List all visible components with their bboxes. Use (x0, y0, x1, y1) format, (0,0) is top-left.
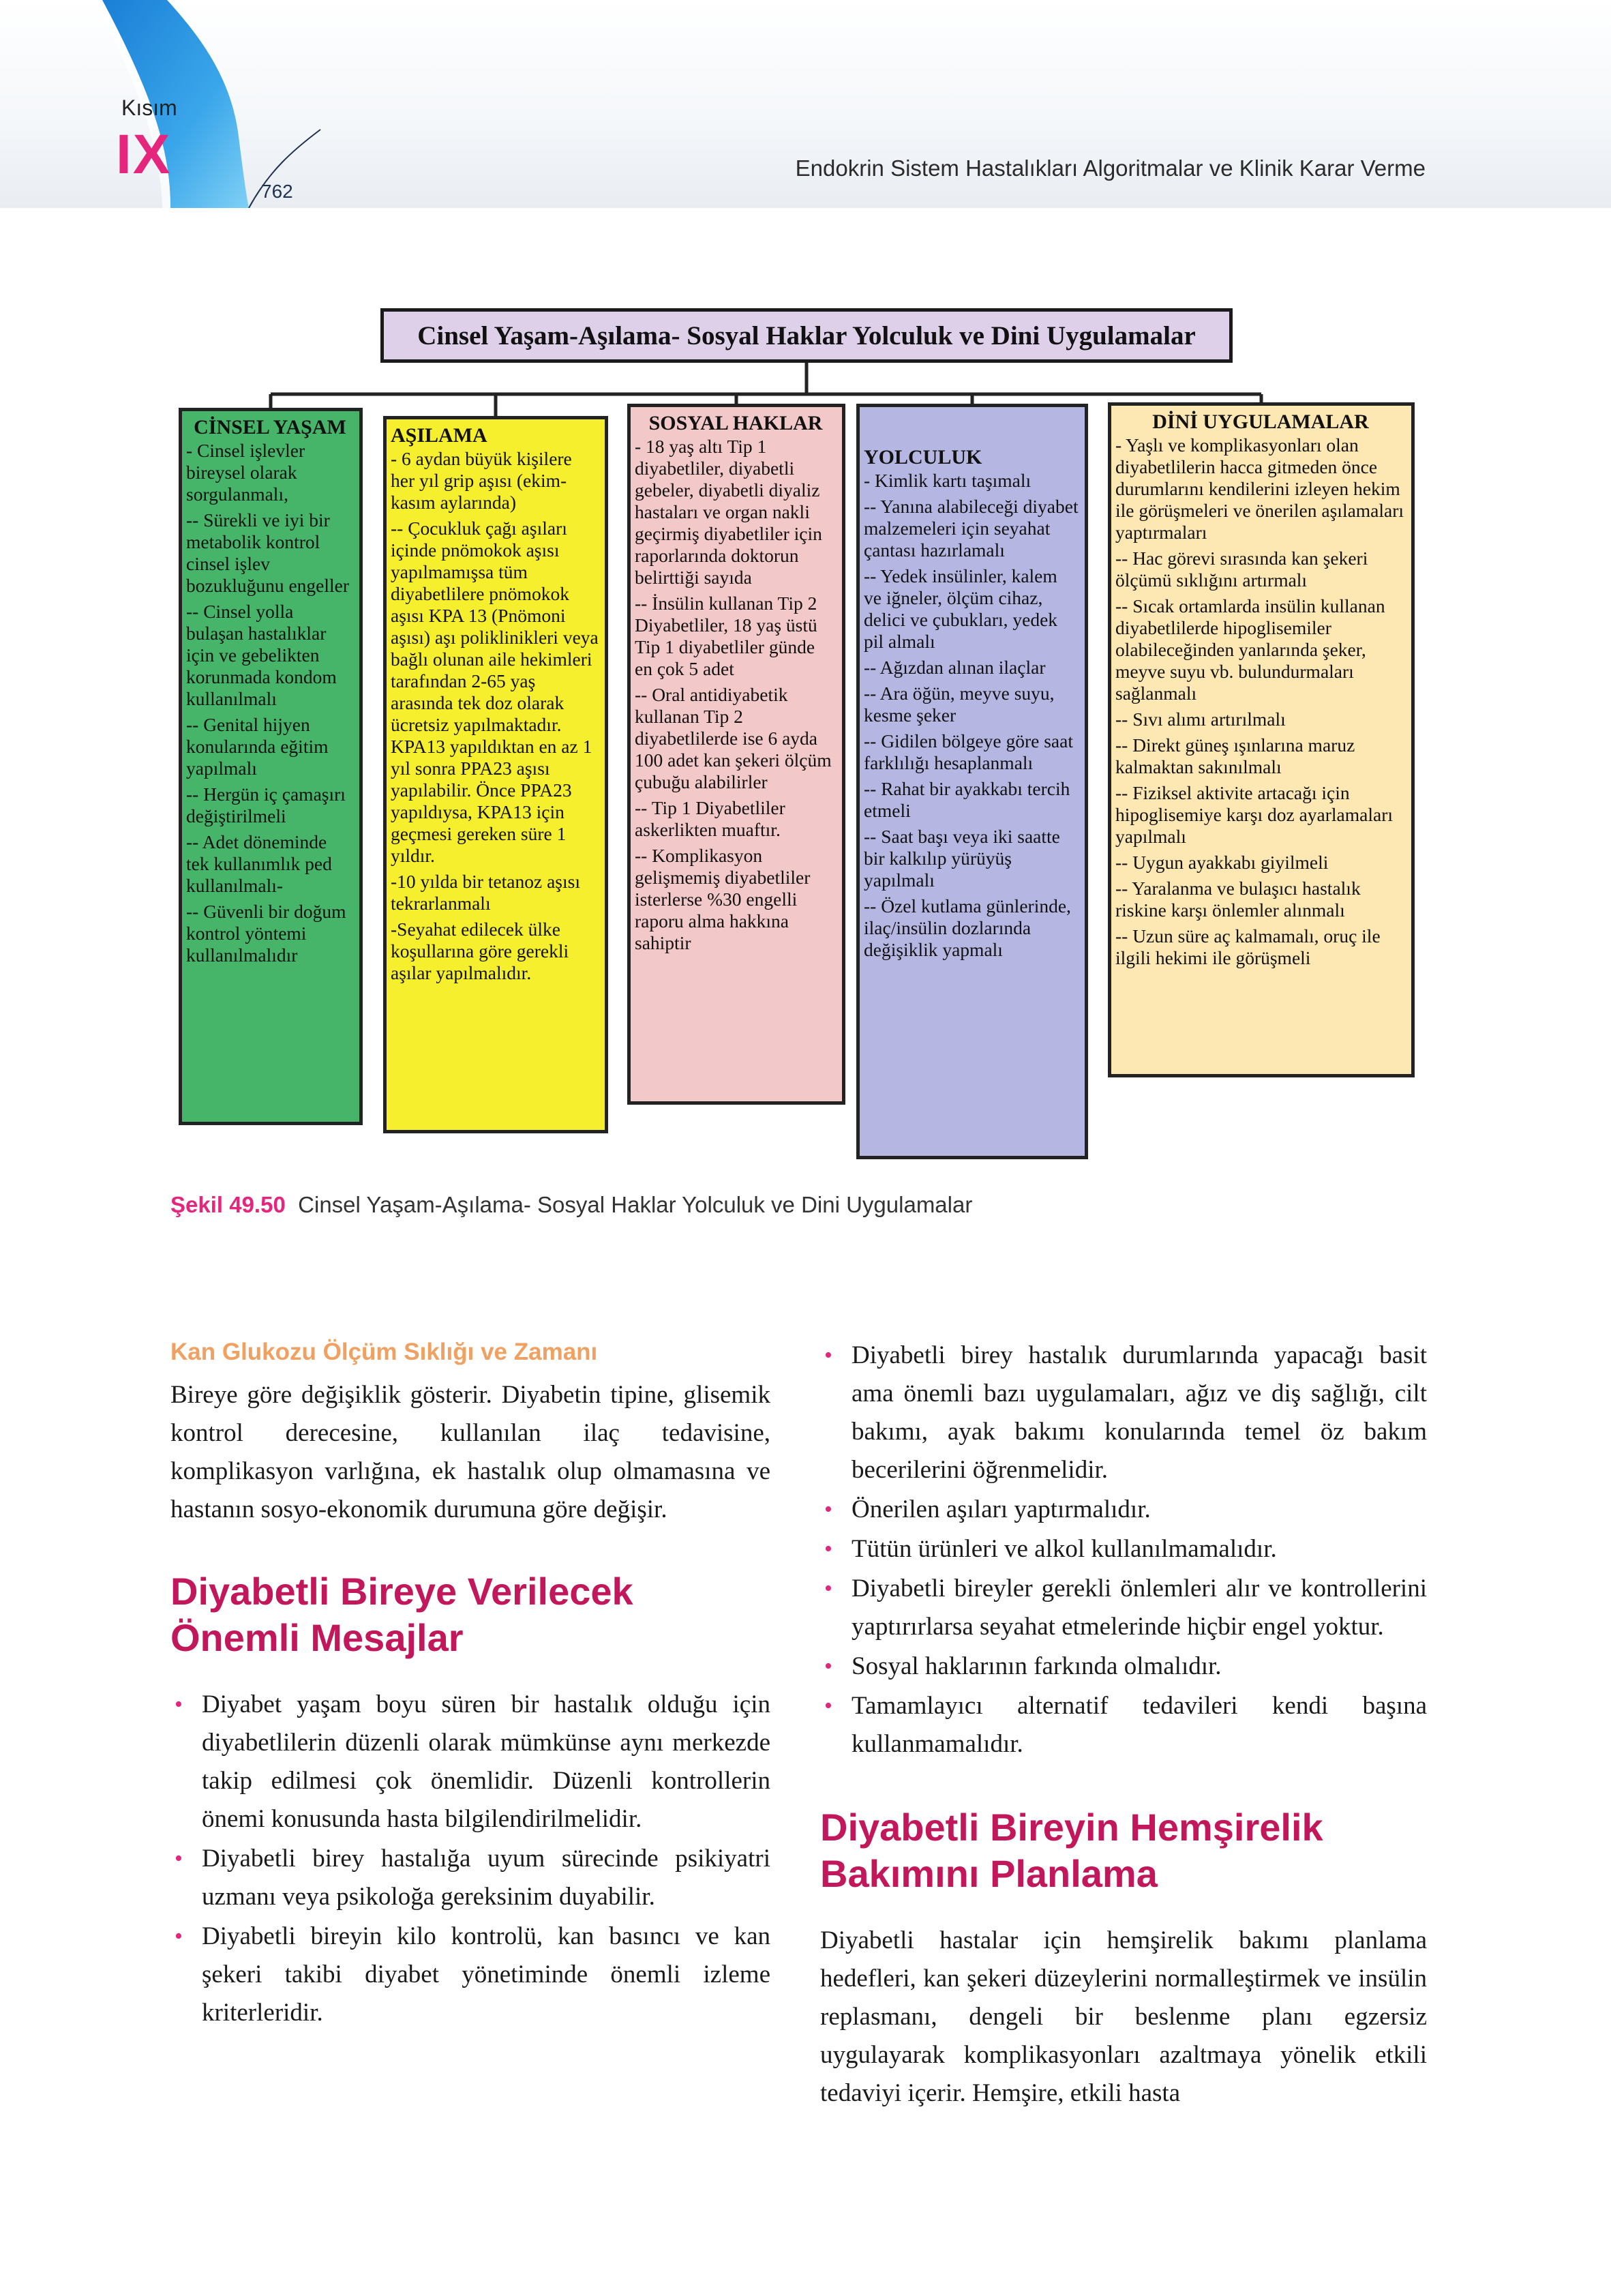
message-list-continued (820, 1337, 1427, 1763)
bullet-icon: • (824, 1497, 832, 1522)
bullet-icon: • (824, 1343, 832, 1368)
list-item: -- Uygun ayakkabı giyilmeli (1115, 852, 1329, 873)
list-item: • Diyabetli bireyler gerekli önlemleri alır ve kontrollerini yaptırırlarsa seyahat etmelerinde hiçbir engel yoktur. (820, 1570, 1427, 1646)
list-item: -- Fiziksel aktivite artacağı için hipoglisemiye karşı doz ayarlamaları yapılmalı (1115, 782, 1394, 847)
column-heading: SOSYAL HAKLAR (648, 412, 823, 434)
list-item: -- Genital hijyen konularında eğitim yapılmalı (186, 714, 329, 779)
list-item: -- Komplikasyon gelişmemiş diyabetliler isterlerse %30 engelli raporu alma hakkına sahiptir (635, 845, 811, 953)
list-item: • Tütün ürünleri ve alkol kullanılmamalıdır. (820, 1530, 1427, 1568)
figure-title: Cinsel Yaşam-Aşılama- Sosyal Haklar Yolculuk ve Dini Uygulamalar (380, 308, 1233, 363)
bullet-icon: • (824, 1576, 832, 1601)
right-text-column (820, 1337, 1427, 2113)
list-item: -- Yaralanma ve bulaşıcı hastalık riskine karşı önlemler alınmalı (1115, 878, 1361, 921)
list-item: -- Uzun süre aç kalmamalı, oruç ile ilgili hekimi ile görüşmeli (1115, 925, 1381, 968)
caption-text: Cinsel Yaşam-Aşılama- Sosyal Haklar Yolculuk ve Dini Uygulamalar (298, 1192, 973, 1217)
list-item: • Diyabetli bireyin kilo kontrolü, kan basıncı ve kan şekeri takibi diyabet yönetiminde önemli izleme kriterleridir. (170, 1918, 770, 2032)
body-paragraph: Diyabetli hastalar için hemşirelik bakımı planlama hedefleri, kan şekeri düzeylerini normalleştirmek ve insülin replasmanı, dengeli bir beslenme planı egzersiz uygulayarak komplikasyonları azaltmaya yönelik etkili tedaviyi içerir. Hemşire, etkili hasta (820, 1926, 1427, 2107)
corner-decoration (0, 0, 355, 208)
figure-number: Şekil 49.50 (170, 1192, 286, 1217)
message-list (170, 1686, 770, 2032)
figure-diagram (0, 300, 1611, 1173)
page-header (0, 0, 1611, 208)
column-heading: DİNİ UYGULAMALAR (1152, 411, 1369, 433)
column-cinsel-yasam (179, 408, 363, 1125)
list-item: -- Yedek insülinler, kalem ve iğneler, ölçüm cihaz, delici ve çubukları, yedek pil almalı (864, 565, 1058, 652)
part-number: IX (116, 123, 172, 185)
column-yolculuk (856, 404, 1088, 1159)
list-item: -- Hac görevi sırasında kan şekeri ölçümü sıklığını artırmalı (1115, 548, 1368, 591)
list-item: -- Hergün iç çamaşırı değiştirilmeli (186, 784, 346, 826)
list-item: -- Tip 1 Diyabetliler askerlikten muaftır. (635, 797, 785, 840)
bullet-icon: • (824, 1654, 832, 1679)
figure-caption (170, 1192, 972, 1218)
bullet-icon: • (824, 1536, 832, 1562)
intro-paragraph: Bireye göre değişiklik gösterir. Diyabetin tipine, glisemik kontrol derecesine, kullanılan ilaç tedavisine, komplikasyon varlığına, ek hastalık olup olmamasına ve hastanın sosyo-ekonomik durumuna göre değişir. (170, 1381, 770, 1523)
column-heading: CİNSEL YAŞAM (194, 416, 346, 438)
list-item: -- Ağızdan alınan ilaçlar (864, 657, 1046, 678)
bullet-icon: • (824, 1693, 832, 1718)
list-item: -- Cinsel yolla bulaşan hastalıklar için ve gebelikten korunmada kondom kullanılmalı (186, 601, 337, 709)
list-item: - Yaşlı ve komplikasyonları olan diyabetlilerin hacca gitmeden önce durumlarını kendilerini izleyen hekim ile görüşmeleri ve önerilen aşılamaları yaptırmaları (1115, 434, 1404, 543)
running-title: Endokrin Sistem Hastalıkları Algoritmalar ve Klinik Karar Verme (795, 155, 1426, 181)
section-heading: Diyabetli Bireye Verilecek Önemli Mesajlar (170, 1570, 633, 1659)
list-item: • Önerilen aşıları yaptırmalıdır. (820, 1491, 1427, 1529)
page-number: 762 (261, 181, 293, 202)
list-item: - Kimlik kartı taşımalı (864, 470, 1032, 491)
list-item: -- Sürekli ve iyi bir metabolik kontrol cinsel işlev bozukluğunu engeller (186, 509, 350, 596)
list-item: • Sosyal haklarının farkında olmalıdır. (820, 1648, 1427, 1686)
list-item: -- Direkt güneş ışınlarına maruz kalmaktan sakınılmalı (1115, 734, 1355, 777)
list-item: -10 yılda bir tetanoz aşısı tekrarlanmalı (391, 871, 580, 914)
bullet-icon: • (175, 1924, 183, 1949)
list-item: -- Adet döneminde tek kullanımlık ped kullanılmalı- (186, 831, 332, 896)
list-item: -- Oral antidiyabetik kullanan Tip 2 diyabetlilerde ise 6 ayda 100 adet kan şekeri ölçüm çubuğu alabilirler (635, 684, 832, 792)
list-item: - 18 yaş altı Tip 1 diyabetliler, diyabetli gebeler, diyabetli diyaliz hastaları ve organ nakli geçirmiş diyabetliler için raporlarında doktorun belirttiği sayıda (635, 436, 822, 588)
column-heading: YOLCULUK (864, 446, 982, 468)
list-item: -- Çocukluk çağı aşıları içinde pnömokok aşısı yapılmamışsa tüm diyabetlilere pnömokok aşısı KPA 13 (Pnömoni aşısı) aşı poliklinikleri veya bağlı olunan aile hekimleri tarafından 2-65 yaş arasında tek doz olarak ücretsiz yapılmaktadır. KPA13 yapıldıktan en az 1 yıl sonra PPA23 aşısı yapılabilir. Önce PPA23 yapıldıysa, KPA13 için geçmesi gereken süre 1 yıldır. (391, 518, 599, 866)
list-item: -- Ara öğün, meyve suyu, kesme şeker (864, 683, 1055, 726)
left-text-column (170, 1337, 770, 2033)
list-item: - 6 aydan büyük kişilere her yıl grip aşısı (ekim-kasım aylarında) (391, 448, 572, 513)
list-item: -- Özel kutlama günlerinde, ilaç/insülin dozlarında değişiklik yapmalı (864, 895, 1071, 960)
bullet-icon: • (175, 1692, 183, 1717)
list-item: -- Rahat bir ayakkabı tercih etmeli (864, 778, 1070, 821)
list-item: -- Güvenli bir doğum kontrol yöntemi kullanılmalıdır (186, 901, 346, 966)
column-dini-uygulamalar (1108, 402, 1415, 1077)
column-heading: AŞILAMA (391, 424, 487, 447)
section-heading: Diyabetli Bireyin Hemşirelik Bakımını Planlama (820, 1806, 1323, 1895)
part-label: Kısım (121, 95, 177, 120)
list-item: • Diyabet yaşam boyu süren bir hastalık olduğu için diyabetlilerin düzenli olarak mümkünse aynı merkezde takip edilmesi çok önemlidir. Düzenli kontrollerin önemi konusunda hasta bilgilendirilmelidir. (170, 1686, 770, 1838)
list-item: • Tamamlayıcı alternatif tedavileri kendi başına kullanmamalıdır. (820, 1687, 1427, 1763)
column-asilama (383, 416, 608, 1133)
list-item: -- İnsülin kullanan Tip 2 Diyabetliler, 18 yaş üstü Tip 1 diyabetliler günde en çok 5 adet (635, 593, 817, 679)
list-item: -- Gidilen bölgeye göre saat farklılığı hesaplanmalı (864, 730, 1073, 773)
list-item: -Seyahat edilecek ülke koşullarına göre gerekli aşılar yapılmalıdır. (391, 919, 569, 983)
section-subheading: Kan Glukozu Ölçüm Sıklığı ve Zamanı (170, 1339, 598, 1365)
list-item: • Diyabetli birey hastalık durumlarında yapacağı basit ama önemli bazı uygulamaları, ağız ve diş sağlığı, cilt bakımı, ayak bakımı konularında temel öz bakım becerilerini öğrenmelidir. (820, 1337, 1427, 1489)
list-item: - Cinsel işlevler bireysel olarak sorgulanmalı, (186, 440, 305, 505)
list-item: -- Yanına alabileceği diyabet malzemeleri için seyahat çantası hazırlamalı (864, 496, 1079, 561)
list-item: -- Sıvı alımı artırılmalı (1115, 709, 1286, 730)
list-item: • Diyabetli birey hastalığa uyum sürecinde psikiyatri uzmanı veya psikoloğa gereksinim duyabilir. (170, 1840, 770, 1916)
bullet-icon: • (175, 1846, 183, 1871)
list-item: -- Sıcak ortamlarda insülin kullanan diyabetlilerde hipoglisemiler olabileceğinden yanlarında şeker, meyve suyu vb. bulundurmaları sağlanmalı (1115, 595, 1385, 704)
column-sosyal-haklar (627, 404, 845, 1105)
list-item: -- Saat başı veya iki saatte bir kalkılıp yürüyüş yapılmalı (864, 826, 1060, 891)
